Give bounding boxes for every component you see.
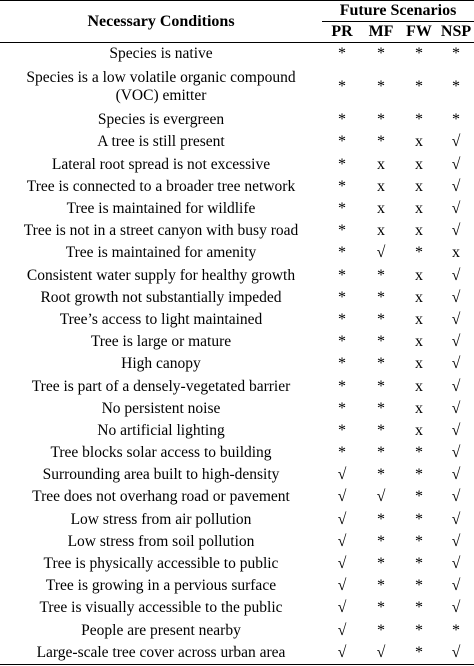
mark-cell-fw: x <box>415 333 423 351</box>
mark-cell-fw: * <box>415 599 423 617</box>
mark-cell-nsp: √ <box>451 532 461 550</box>
mark-cell-pr: √ <box>337 510 347 528</box>
table-row <box>0 109 474 131</box>
mark-cell-pr: * <box>338 444 346 462</box>
table-row <box>0 597 474 619</box>
mark-cell-pr: * <box>338 133 346 151</box>
table-row <box>0 309 474 331</box>
mark-cell-nsp: √ <box>451 288 461 306</box>
mark-cell-nsp: √ <box>451 444 461 462</box>
condition-cell: Tree is maintained for amenity <box>65 244 257 262</box>
table-header <box>0 1 474 43</box>
table-row <box>0 531 474 553</box>
mark-cell-mf: * <box>377 266 385 284</box>
mark-cell-nsp: √ <box>451 555 461 573</box>
mark-cell-mf: * <box>377 377 385 395</box>
table-row <box>0 420 474 442</box>
mark-cell-fw: * <box>415 444 423 462</box>
mark-cell-fw: * <box>415 532 423 550</box>
condition-cell: Tree is maintained for wildlife <box>66 200 256 218</box>
table-row <box>0 331 474 353</box>
mark-cell-nsp: √ <box>451 577 461 595</box>
condition-cell: Tree is physically accessible to public <box>43 555 279 573</box>
mark-cell-pr: √ <box>337 532 347 550</box>
mark-cell-mf: * <box>377 288 385 306</box>
mark-cell-pr: √ <box>337 621 347 639</box>
table-row <box>0 442 474 464</box>
mark-cell-nsp: √ <box>451 599 461 617</box>
table-row <box>0 375 474 397</box>
condition-cell: People are present nearby <box>81 621 241 639</box>
mark-cell-mf: * <box>377 399 385 417</box>
mark-cell-fw: * <box>415 244 423 262</box>
mark-cell-nsp: √ <box>451 200 461 218</box>
mark-cell-mf: * <box>377 333 385 351</box>
mark-cell-pr: * <box>338 45 346 63</box>
condition-cell: Species is native <box>109 45 213 63</box>
mark-cell-nsp: x <box>452 244 461 262</box>
table-body <box>0 43 474 665</box>
mark-cell-fw: * <box>415 621 423 639</box>
mark-cell-pr: * <box>338 399 346 417</box>
mark-cell-pr: * <box>338 155 346 173</box>
table-row <box>0 43 474 66</box>
mark-cell-pr: * <box>338 377 346 395</box>
mark-cell-fw: x <box>415 288 423 306</box>
mark-cell-mf: * <box>377 577 385 595</box>
table-row <box>0 398 474 420</box>
mark-cell-pr: * <box>338 78 346 96</box>
table-row <box>0 220 474 242</box>
mark-cell-pr: * <box>338 355 346 373</box>
mark-cell-pr: √ <box>337 488 347 506</box>
mark-cell-nsp: √ <box>451 266 461 284</box>
condition-cell: No artificial lighting <box>97 421 225 439</box>
condition-cell: Lateral root spread is not excessive <box>51 155 271 173</box>
mark-cell-nsp: √ <box>451 466 461 484</box>
mark-cell-nsp: * <box>452 78 461 96</box>
mark-cell-pr: * <box>338 177 346 195</box>
condition-cell: Root growth not substantially impeded <box>40 288 282 306</box>
mark-cell-pr: * <box>338 310 346 328</box>
mark-cell-fw: * <box>415 555 423 573</box>
mark-cell-fw: * <box>415 510 423 528</box>
mark-cell-mf: √ <box>362 642 400 665</box>
mark-cell-mf: * <box>377 310 385 328</box>
mark-cell-mf: * <box>377 621 385 639</box>
mark-cell-fw: * <box>415 466 423 484</box>
mark-cell-mf: * <box>377 532 385 550</box>
mark-cell-mf: * <box>377 599 385 617</box>
mark-cell-nsp: √ <box>451 155 461 173</box>
table-row <box>0 464 474 486</box>
condition-cell: Consistent water supply for healthy growth <box>26 266 296 284</box>
mark-cell-mf: x <box>377 155 385 173</box>
mark-cell-fw: * <box>415 45 423 63</box>
table-row <box>0 176 474 198</box>
condition-cell: Tree does not overhang road or pavement <box>32 488 290 506</box>
table-row <box>0 620 474 642</box>
table-row <box>0 353 474 375</box>
mark-cell-pr: * <box>338 266 346 284</box>
mark-cell-fw: * <box>415 488 423 506</box>
mark-cell-fw: x <box>415 399 423 417</box>
mark-cell-mf: * <box>377 111 385 129</box>
mark-cell-nsp: √ <box>451 310 461 328</box>
mark-cell-fw: x <box>415 266 423 284</box>
mark-cell-fw: x <box>415 421 423 439</box>
mark-cell-mf: √ <box>376 488 386 506</box>
mark-cell-pr: * <box>338 200 346 218</box>
mark-cell-nsp: √ <box>451 177 461 195</box>
mark-cell-mf: √ <box>376 244 386 262</box>
mark-cell-nsp: √ <box>451 510 461 528</box>
mark-cell-pr: * <box>338 111 346 129</box>
mark-cell-fw: x <box>415 355 423 373</box>
mark-cell-nsp: * <box>452 111 461 129</box>
condition-cell: Tree is large or mature <box>90 333 232 351</box>
conditions-column-header: Necessary Conditions <box>0 1 322 43</box>
mark-cell-fw: x <box>415 222 423 240</box>
condition-cell: Tree is connected to a broader tree network <box>26 177 296 195</box>
mark-cell-pr: √ <box>337 466 347 484</box>
mark-cell-pr: √ <box>337 577 347 595</box>
mark-cell-mf: x <box>377 222 385 240</box>
mark-cell-fw: x <box>415 200 423 218</box>
mark-cell-fw: x <box>415 155 423 173</box>
condition-cell: Species is a low volatile organic compound (VOC) emitter <box>26 69 296 105</box>
mark-cell-pr: √ <box>337 599 347 617</box>
table-row <box>0 65 474 109</box>
scenario-header-fw: FW <box>400 22 438 43</box>
mark-cell-pr: * <box>338 244 346 262</box>
condition-cell: Tree blocks solar access to building <box>50 444 272 462</box>
condition-cell: Large-scale tree cover across urban area <box>0 642 322 665</box>
mark-cell-mf: * <box>377 355 385 373</box>
table-row <box>0 198 474 220</box>
scenario-header-nsp: NSP <box>438 22 474 43</box>
mark-cell-mf: * <box>377 555 385 573</box>
table-row <box>0 509 474 531</box>
mark-cell-nsp: √ <box>451 222 461 240</box>
condition-cell: Tree is part of a densely-vegetated barrier <box>31 377 291 395</box>
mark-cell-nsp: √ <box>451 333 461 351</box>
table-row <box>0 265 474 287</box>
mark-cell-pr: * <box>338 421 346 439</box>
condition-cell: Low stress from soil pollution <box>67 532 255 550</box>
mark-cell-nsp: √ <box>451 355 461 373</box>
condition-cell: No persistent noise <box>101 399 221 417</box>
table-row <box>0 553 474 575</box>
mark-cell-mf: * <box>377 466 385 484</box>
mark-cell-mf: x <box>377 200 385 218</box>
mark-cell-nsp: √ <box>451 488 461 506</box>
mark-cell-mf: x <box>377 177 385 195</box>
scenario-header-mf: MF <box>362 22 400 43</box>
table-row <box>0 287 474 309</box>
mark-cell-nsp: √ <box>451 399 461 417</box>
mark-cell-nsp: √ <box>451 377 461 395</box>
mark-cell-mf: * <box>377 444 385 462</box>
future-scenarios-header: Future Scenarios <box>322 1 474 22</box>
mark-cell-fw: * <box>415 577 423 595</box>
table-row <box>0 575 474 597</box>
mark-cell-pr: * <box>338 333 346 351</box>
condition-cell: Tree is visually accessible to the public <box>39 599 283 617</box>
mark-cell-nsp: √ <box>451 421 461 439</box>
mark-cell-mf: * <box>377 45 385 63</box>
mark-cell-mf: * <box>377 510 385 528</box>
condition-cell: Tree is not in a street canyon with busy road <box>23 222 299 240</box>
condition-cell: Species is evergreen <box>97 111 225 129</box>
mark-cell-nsp: √ <box>438 642 474 665</box>
table-row <box>0 131 474 153</box>
mark-cell-mf: * <box>377 421 385 439</box>
mark-cell-fw: x <box>415 133 423 151</box>
mark-cell-pr: * <box>338 288 346 306</box>
mark-cell-nsp: √ <box>451 133 461 151</box>
mark-cell-mf: * <box>377 133 385 151</box>
condition-cell: High canopy <box>121 355 201 373</box>
table-row <box>0 642 474 665</box>
table-row <box>0 154 474 176</box>
mark-cell-fw: x <box>415 377 423 395</box>
mark-cell-fw: * <box>400 642 438 665</box>
mark-cell-fw: * <box>415 78 423 96</box>
condition-cell: Low stress from air pollution <box>70 510 252 528</box>
mark-cell-fw: x <box>415 177 423 195</box>
mark-cell-fw: * <box>415 111 423 129</box>
table-row <box>0 486 474 508</box>
condition-cell: A tree is still present <box>97 133 225 151</box>
condition-cell: Surrounding area built to high-density <box>42 466 280 484</box>
mark-cell-fw: x <box>415 310 423 328</box>
mark-cell-nsp: * <box>452 45 461 63</box>
mark-cell-pr: √ <box>322 642 362 665</box>
mark-cell-pr: √ <box>337 555 347 573</box>
mark-cell-mf: * <box>377 78 385 96</box>
table-row <box>0 242 474 264</box>
mark-cell-nsp: * <box>452 621 461 639</box>
condition-cell: Tree’s access to light maintained <box>59 310 263 328</box>
condition-cell: Tree is growing in a pervious surface <box>45 577 277 595</box>
mark-cell-pr: * <box>338 222 346 240</box>
scenario-header-pr: PR <box>322 22 362 43</box>
